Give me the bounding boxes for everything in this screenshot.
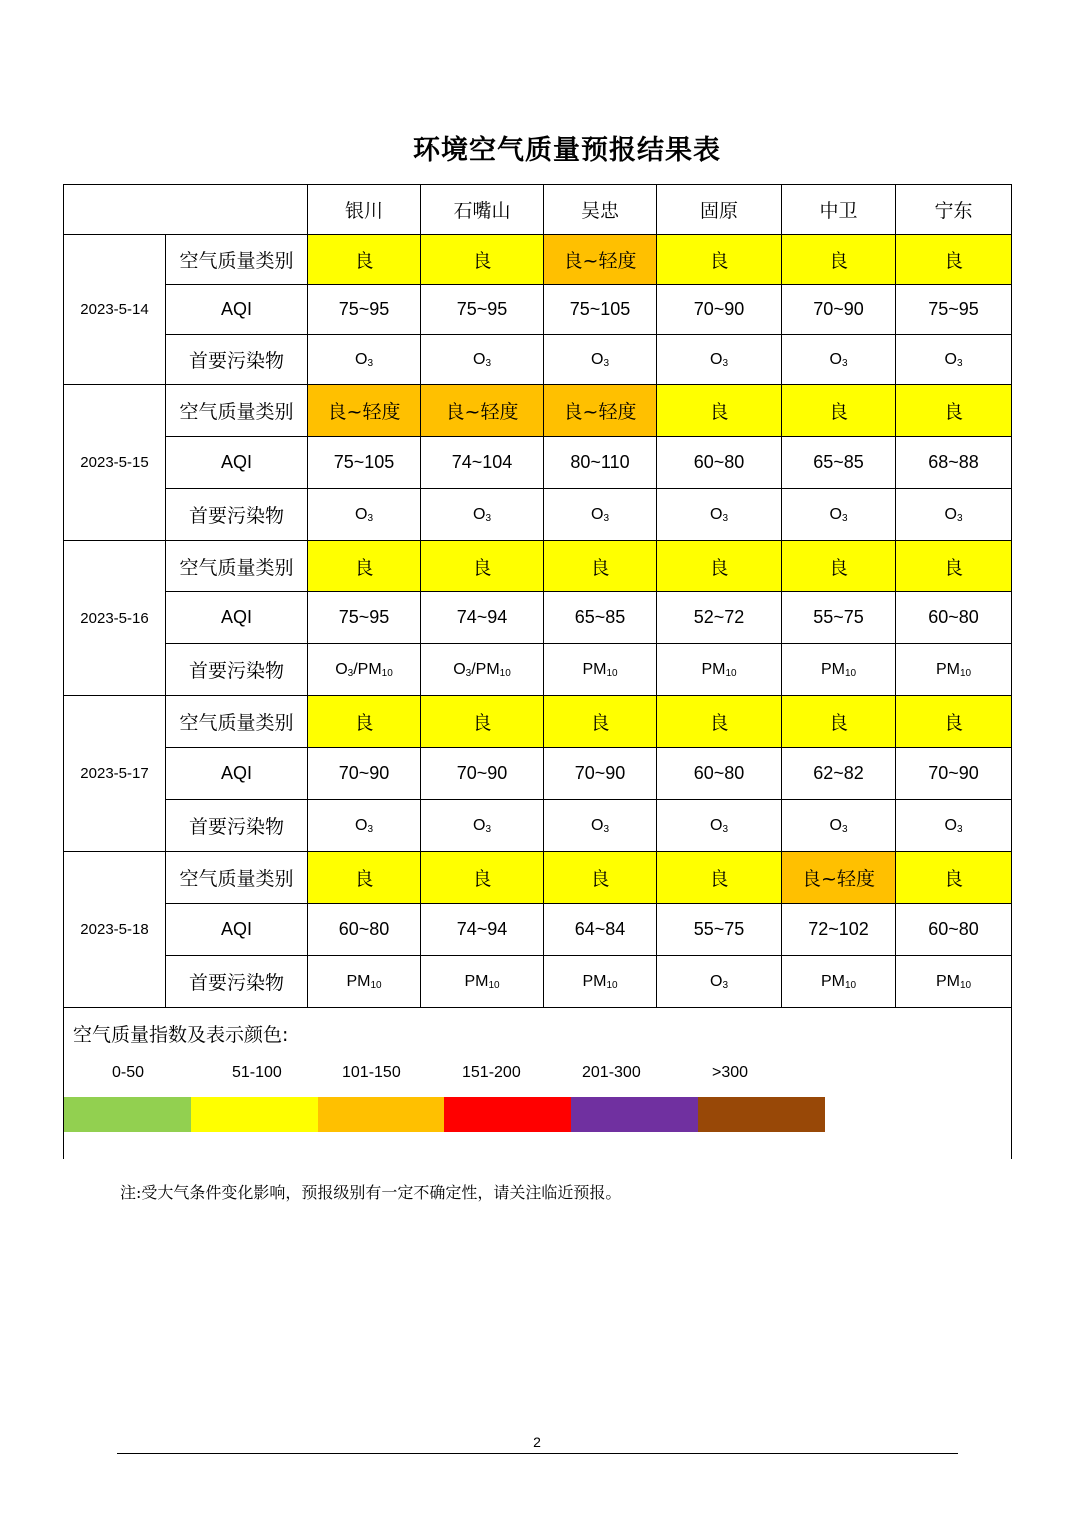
legend-row — [64, 1008, 1012, 1160]
day-pollutant-row — [64, 644, 1012, 696]
air-quality-category-cell: 良 — [657, 235, 782, 285]
city-header: 吴忠 — [544, 185, 657, 235]
air-quality-category-cell: 良 — [308, 541, 421, 592]
day-category-row — [64, 235, 1012, 285]
header-row — [64, 185, 1012, 235]
forecast-table — [63, 184, 1012, 1159]
primary-pollutant-cell: $PM_{10}$ — [544, 644, 657, 696]
primary-pollutant-cell: $PM_{10}$ — [657, 644, 782, 696]
day-category-row — [64, 696, 1012, 748]
aqi-value-cell: 60~80 — [657, 748, 782, 800]
primary-pollutant-cell: $O_3$ — [308, 489, 421, 541]
legend-color-swatch — [444, 1097, 571, 1132]
air-quality-category-cell: 良 — [657, 541, 782, 592]
aqi-value-cell: 80~110 — [544, 437, 657, 489]
air-quality-category-cell: 良 — [782, 696, 896, 748]
aqi-value-cell: 75~95 — [308, 285, 421, 335]
air-quality-category-cell: 良~轻度 — [544, 235, 657, 285]
forecast-date: 2023-5-14 — [64, 235, 166, 385]
primary-pollutant-cell: $O_3$ — [896, 335, 1012, 385]
air-quality-category-cell: 良 — [308, 696, 421, 748]
legend-range-label: >300 — [712, 1064, 749, 1081]
primary-pollutant-cell: $O_3/PM_{10}$ — [421, 644, 544, 696]
air-quality-category-cell: 良 — [896, 385, 1012, 437]
primary-pollutant-cell: $O_3$ — [308, 800, 421, 852]
aqi-value-cell: 65~85 — [782, 437, 896, 489]
aqi-value-cell: 68~88 — [896, 437, 1012, 489]
aqi-value-cell: 75~95 — [308, 592, 421, 644]
day-aqi-row — [64, 437, 1012, 489]
aqi-value-cell: 65~85 — [544, 592, 657, 644]
legend-color-swatch — [698, 1097, 825, 1132]
forecast-date: 2023-5-16 — [64, 541, 166, 696]
air-quality-category-cell: 良~轻度 — [782, 852, 896, 904]
air-quality-category-cell: 良 — [421, 541, 544, 592]
legend — [64, 1008, 1012, 1160]
primary-pollutant-cell: $O_3/PM_{10}$ — [308, 644, 421, 696]
day-category-row — [64, 541, 1012, 592]
aqi-value-cell: 75~105 — [544, 285, 657, 335]
aqi-value-cell: 60~80 — [896, 592, 1012, 644]
row-label-pollutant: 首要污染物 — [166, 956, 308, 1008]
city-header: 固原 — [657, 185, 782, 235]
row-label-category: 空气质量类别 — [166, 852, 308, 904]
legend-range-label: 201-300 — [582, 1064, 641, 1081]
row-label-pollutant: 首要污染物 — [166, 335, 308, 385]
aqi-value-cell: 70~90 — [657, 285, 782, 335]
aqi-value-cell: 72~102 — [782, 904, 896, 956]
page-number: 2 — [533, 1434, 541, 1450]
day-category-row — [64, 852, 1012, 904]
aqi-value-cell: 60~80 — [657, 437, 782, 489]
day-pollutant-row — [64, 800, 1012, 852]
air-quality-category-cell: 良~轻度 — [421, 385, 544, 437]
day-aqi-row — [64, 285, 1012, 335]
air-quality-category-cell: 良 — [782, 541, 896, 592]
city-header: 石嘴山 — [421, 185, 544, 235]
primary-pollutant-cell: $PM_{10}$ — [896, 644, 1012, 696]
row-label-category: 空气质量类别 — [166, 385, 308, 437]
aqi-value-cell: 70~90 — [544, 748, 657, 800]
legend-range-label: 151-200 — [462, 1064, 521, 1081]
day-pollutant-row — [64, 335, 1012, 385]
primary-pollutant-cell: $PM_{10}$ — [782, 956, 896, 1008]
city-header: 宁东 — [896, 185, 1012, 235]
row-label-aqi: AQI — [166, 285, 308, 335]
aqi-value-cell: 60~80 — [308, 904, 421, 956]
day-category-row — [64, 385, 1012, 437]
primary-pollutant-cell: $O_3$ — [782, 800, 896, 852]
row-label-aqi: AQI — [166, 592, 308, 644]
primary-pollutant-cell: $O_3$ — [544, 335, 657, 385]
row-label-pollutant: 首要污染物 — [166, 489, 308, 541]
primary-pollutant-cell: $O_3$ — [657, 335, 782, 385]
air-quality-category-cell: 良 — [544, 541, 657, 592]
row-label-pollutant: 首要污染物 — [166, 800, 308, 852]
city-header: 中卫 — [782, 185, 896, 235]
forecast-date: 2023-5-15 — [64, 385, 166, 541]
row-label-category: 空气质量类别 — [166, 235, 308, 285]
air-quality-category-cell: 良 — [421, 235, 544, 285]
air-quality-category-cell: 良 — [421, 852, 544, 904]
legend-color-swatch — [191, 1097, 318, 1132]
primary-pollutant-cell: $O_3$ — [421, 800, 544, 852]
day-aqi-row — [64, 904, 1012, 956]
primary-pollutant-cell: $O_3$ — [782, 335, 896, 385]
air-quality-category-cell: 良 — [657, 852, 782, 904]
primary-pollutant-cell: $O_3$ — [421, 335, 544, 385]
aqi-value-cell: 74~94 — [421, 592, 544, 644]
aqi-value-cell: 55~75 — [657, 904, 782, 956]
aqi-value-cell: 70~90 — [782, 285, 896, 335]
row-label-category: 空气质量类别 — [166, 696, 308, 748]
primary-pollutant-cell: $PM_{10}$ — [421, 956, 544, 1008]
aqi-value-cell: 62~82 — [782, 748, 896, 800]
row-label-aqi: AQI — [166, 748, 308, 800]
air-quality-category-cell: 良 — [421, 696, 544, 748]
aqi-value-cell: 75~105 — [308, 437, 421, 489]
row-label-category: 空气质量类别 — [166, 541, 308, 592]
air-quality-category-cell: 良 — [896, 235, 1012, 285]
day-pollutant-row — [64, 489, 1012, 541]
row-label-pollutant: 首要污染物 — [166, 644, 308, 696]
aqi-value-cell: 55~75 — [782, 592, 896, 644]
aqi-value-cell: 75~95 — [896, 285, 1012, 335]
primary-pollutant-cell: $O_3$ — [657, 800, 782, 852]
aqi-value-cell: 70~90 — [421, 748, 544, 800]
primary-pollutant-cell: $O_3$ — [657, 956, 782, 1008]
aqi-value-cell: 64~84 — [544, 904, 657, 956]
air-quality-category-cell: 良 — [896, 852, 1012, 904]
legend-title: 空气质量指数及表示颜色: — [73, 1024, 289, 1046]
primary-pollutant-cell: $O_3$ — [421, 489, 544, 541]
primary-pollutant-cell: $PM_{10}$ — [782, 644, 896, 696]
aqi-value-cell: 75~95 — [421, 285, 544, 335]
forecast-note: 注:受大气条件变化影响，预报级别有一定不确定性，请关注临近预报。 — [120, 1183, 622, 1202]
air-quality-category-cell: 良 — [657, 385, 782, 437]
air-quality-category-cell: 良 — [782, 235, 896, 285]
air-quality-category-cell: 良 — [308, 852, 421, 904]
primary-pollutant-cell: $O_3$ — [657, 489, 782, 541]
air-quality-category-cell: 良~轻度 — [544, 385, 657, 437]
legend-color-swatch — [64, 1097, 191, 1132]
city-header: 银川 — [308, 185, 421, 235]
air-quality-category-cell: 良 — [782, 385, 896, 437]
primary-pollutant-cell: $O_3$ — [896, 800, 1012, 852]
air-quality-category-cell: 良 — [308, 235, 421, 285]
legend-range-label: 51-100 — [232, 1064, 282, 1081]
forecast-date: 2023-5-18 — [64, 852, 166, 1008]
primary-pollutant-cell: $O_3$ — [782, 489, 896, 541]
primary-pollutant-cell: $O_3$ — [544, 800, 657, 852]
row-label-aqi: AQI — [166, 904, 308, 956]
aqi-value-cell: 74~94 — [421, 904, 544, 956]
primary-pollutant-cell: $O_3$ — [896, 489, 1012, 541]
air-quality-category-cell: 良 — [896, 541, 1012, 592]
aqi-value-cell: 52~72 — [657, 592, 782, 644]
aqi-value-cell: 60~80 — [896, 904, 1012, 956]
legend-range-label: 0-50 — [112, 1064, 145, 1081]
primary-pollutant-cell: $PM_{10}$ — [544, 956, 657, 1008]
aqi-value-cell: 70~90 — [308, 748, 421, 800]
air-quality-category-cell: 良 — [544, 696, 657, 748]
primary-pollutant-cell: $O_3$ — [308, 335, 421, 385]
air-quality-category-cell: 良~轻度 — [308, 385, 421, 437]
primary-pollutant-cell: $PM_{10}$ — [896, 956, 1012, 1008]
legend-range-label: 101-150 — [342, 1064, 401, 1081]
air-quality-category-cell: 良 — [544, 852, 657, 904]
forecast-date: 2023-5-17 — [64, 696, 166, 852]
primary-pollutant-cell: $O_3$ — [544, 489, 657, 541]
primary-pollutant-cell: $PM_{10}$ — [308, 956, 421, 1008]
footer-divider — [117, 1453, 958, 1454]
aqi-value-cell: 70~90 — [896, 748, 1012, 800]
legend-color-swatch — [318, 1097, 445, 1132]
day-aqi-row — [64, 592, 1012, 644]
row-label-aqi: AQI — [166, 437, 308, 489]
header-corner — [64, 185, 308, 235]
page-title: 环境空气质量预报结果表 — [413, 135, 721, 166]
day-pollutant-row — [64, 956, 1012, 1008]
day-aqi-row — [64, 748, 1012, 800]
air-quality-category-cell: 良 — [896, 696, 1012, 748]
aqi-value-cell: 74~104 — [421, 437, 544, 489]
legend-color-swatch — [571, 1097, 698, 1132]
air-quality-category-cell: 良 — [657, 696, 782, 748]
